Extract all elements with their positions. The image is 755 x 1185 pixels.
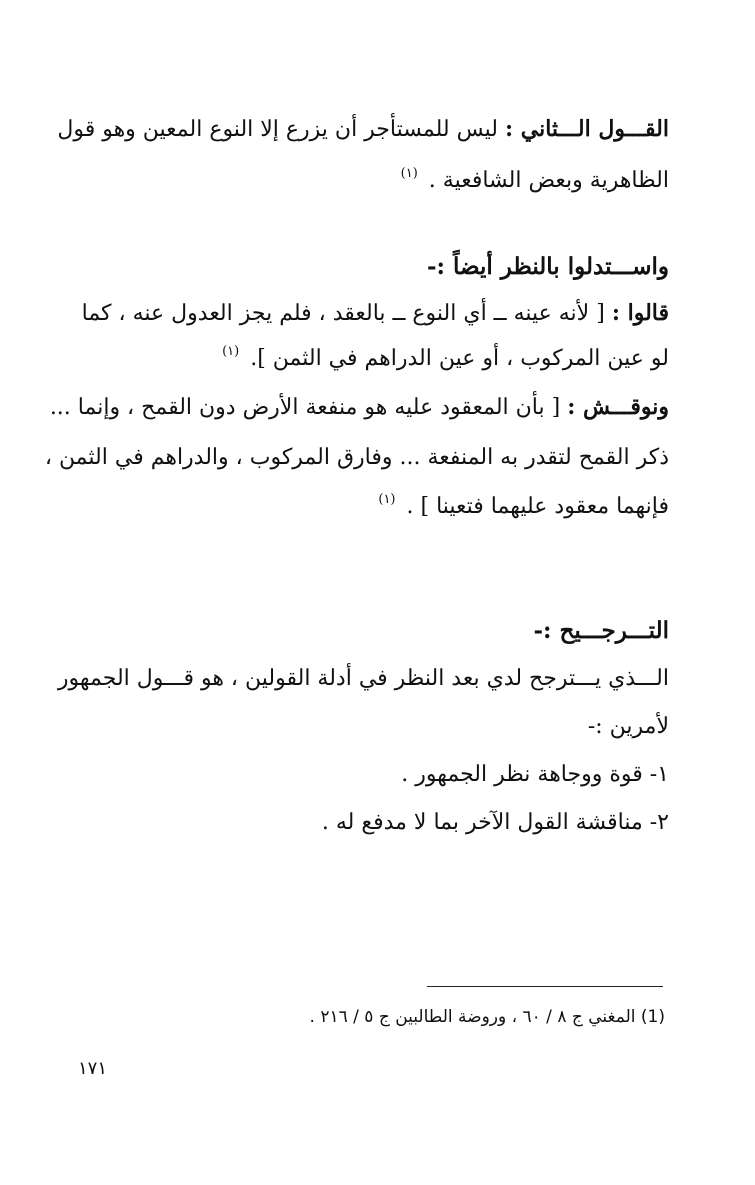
paragraph1-line1-text: ليس للمستأجر أن يزرع إلا النوع المعين وهو قول: [57, 117, 498, 142]
nuqish-line2: [44, 441, 669, 475]
tarjih-line1-text: الـــذي يـــترجح لدي بعد النظر في أدلة القولين ، هو قـــول الجمهور: [57, 666, 669, 691]
tarjih-item1-text: ١- قوة ووجاهة نظر الجمهور .: [401, 762, 669, 787]
nuqish-line1-text: [ بأن المعقود عليه هو منفعة الأرض دون القمح ، وإنما ...: [49, 395, 561, 420]
nuqish-line1: [49, 390, 669, 425]
qalu-line1: [81, 296, 669, 331]
nuqish-line3-text: فإنهما معقود عليهما فتعينا ] .: [406, 494, 669, 519]
footnote-ref: (١): [400, 166, 418, 181]
footnote-ref: (١): [222, 344, 240, 359]
first-opinion-label: القـــول الـــثاني :: [504, 116, 669, 142]
nuqish-line3: [85, 490, 669, 527]
qalu-label: قالوا :: [611, 300, 669, 326]
qalu-line2-text: لو عين المركوب ، أو عين الدراهم في الثمن ].: [250, 346, 669, 371]
tarjih-line2-text: لأمرين :-: [587, 714, 669, 739]
footnote: (1) المغني ج ٨ / ٦٠ ، وروضة الطالبين ج ٥ / ٢١٦ .: [309, 1007, 665, 1027]
tarjih-line1: [57, 662, 669, 696]
tarjih-item1: [85, 758, 669, 792]
tarjih-item2-text: ٢- مناقشة القول الآخر بما لا مدفع له .: [321, 810, 669, 835]
footnote-divider: [427, 986, 663, 987]
nuqish-line2-text: ذكر القمح لتقدر به المنفعة ... وفارق المركوب ، والدراهم في الثمن ،: [44, 445, 669, 470]
footnote-ref: (١): [378, 492, 396, 507]
paragraph1-line1: [57, 112, 669, 147]
qalu-line2: [85, 342, 669, 379]
paragraph1-line2: [85, 164, 669, 201]
page-number: ١٧١: [78, 1058, 108, 1079]
nuqish-label: ونوقـــش :: [567, 394, 669, 420]
section-heading-tarjih: التـــرجـــيح :-: [533, 617, 669, 644]
qalu-line1-text: [ لأنه عينه ــ أي النوع ــ بالعقد ، فلم يجز العدول عنه ، كما: [81, 301, 605, 326]
tarjih-item2: [85, 806, 669, 840]
section-heading-evidence: واســـتدلوا بالنظر أيضاً :-: [427, 253, 669, 280]
paragraph1-line2-text: الظاهرية وبعض الشافعية .: [428, 168, 669, 193]
tarjih-line2: [85, 710, 669, 744]
